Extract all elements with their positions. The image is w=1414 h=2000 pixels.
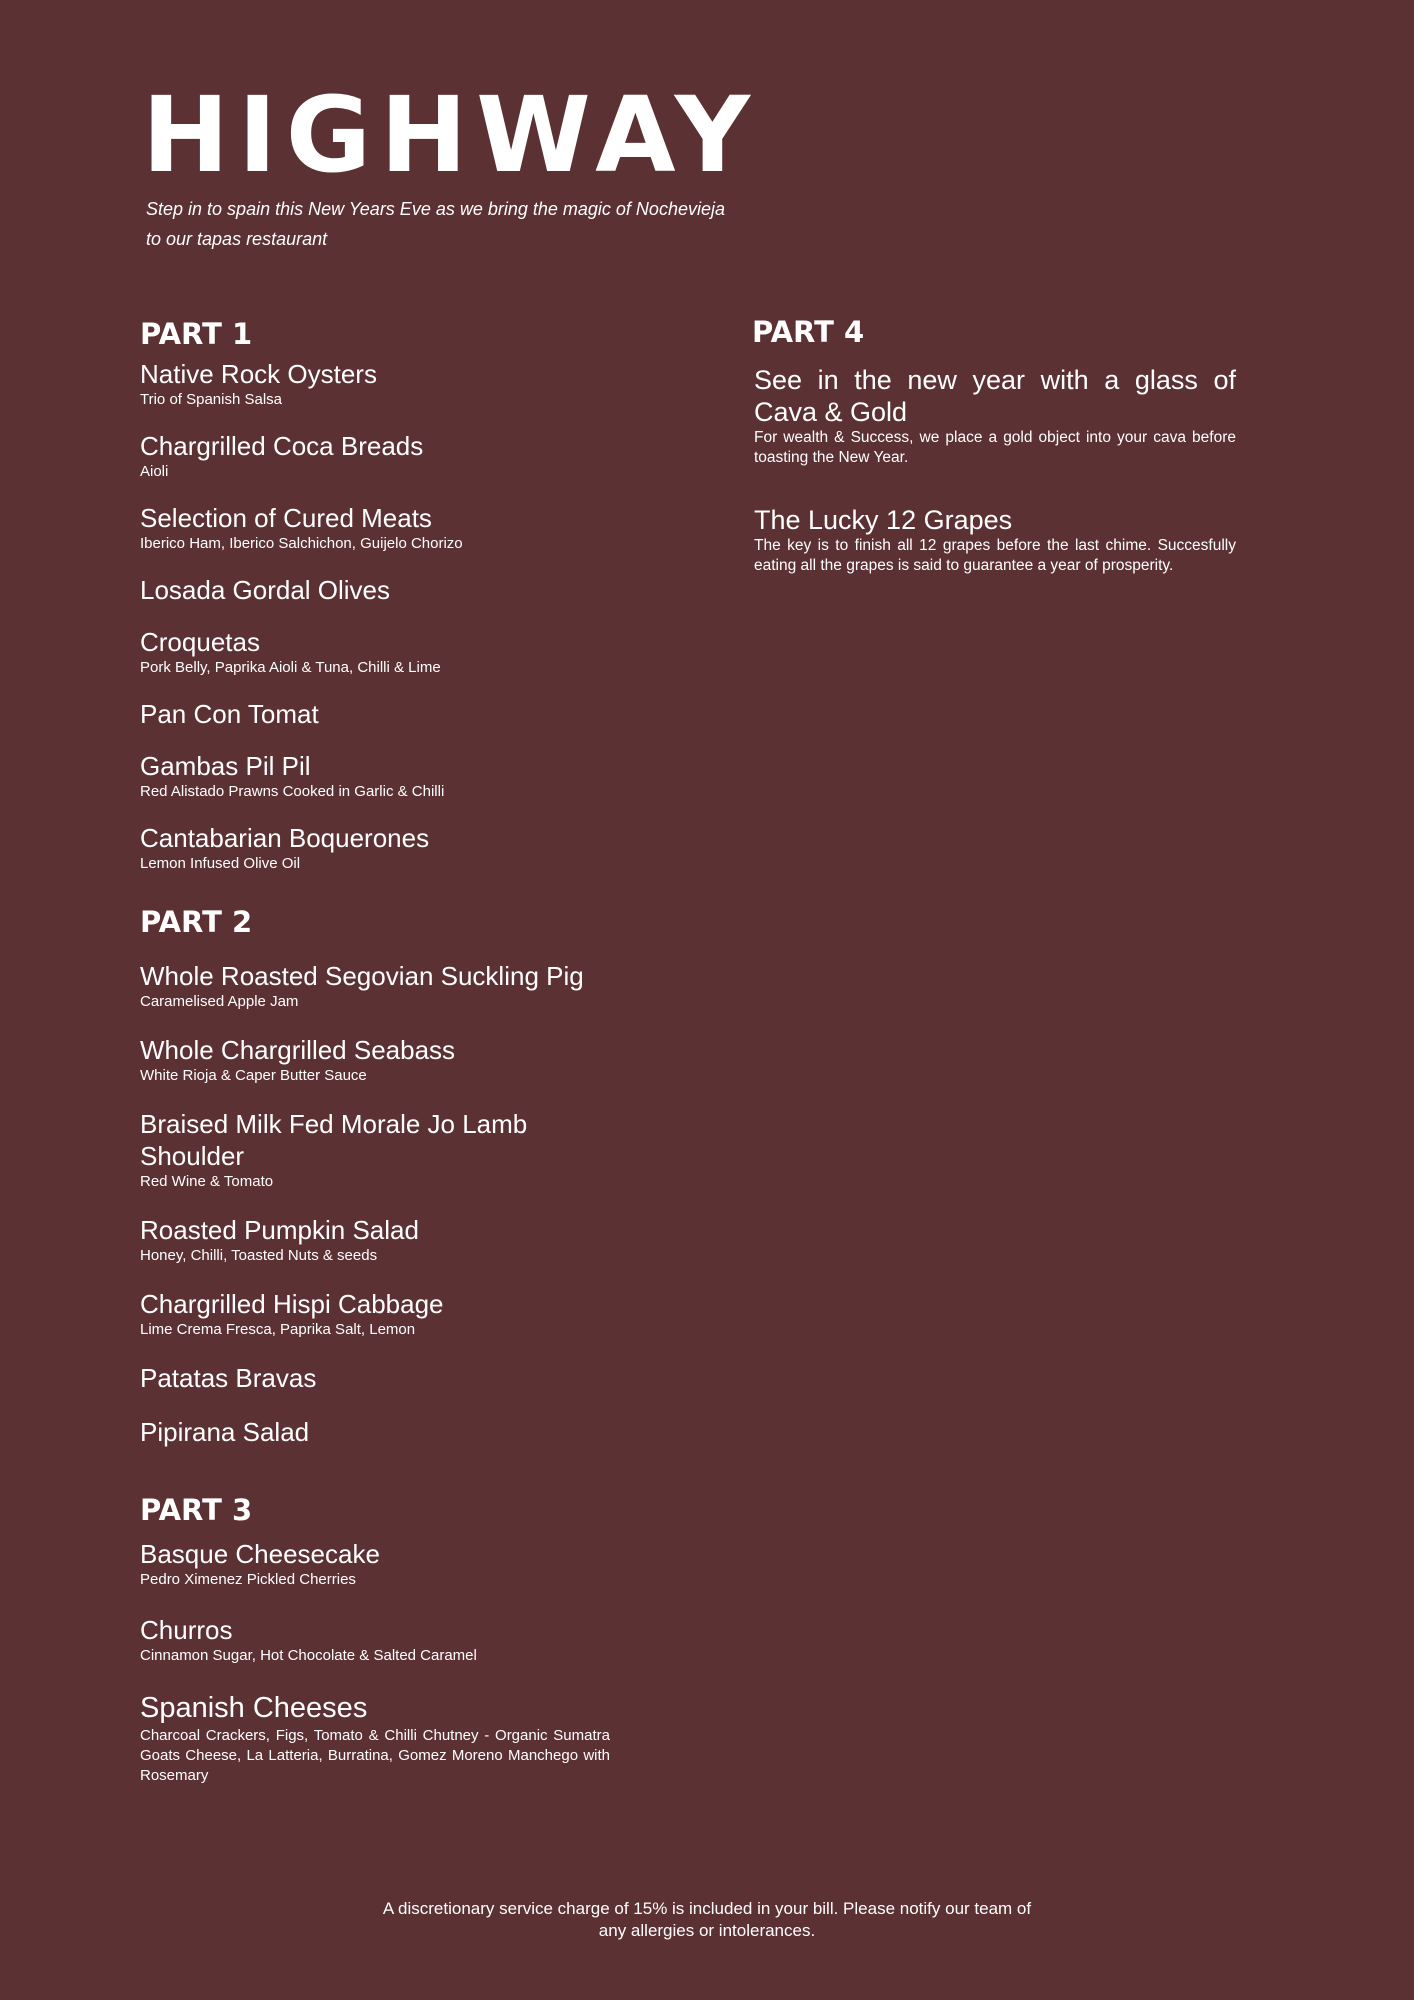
menu-item <box>140 502 610 554</box>
menu-item <box>140 574 610 606</box>
menu-item <box>140 626 610 678</box>
menu-item-name: Pan Con Tomat <box>140 699 319 729</box>
menu-item-description: Lemon Infused Olive Oil <box>140 855 301 872</box>
menu-item <box>140 1034 610 1086</box>
part-3-section <box>140 1492 610 1786</box>
footer-line-1: A discretionary service charge of 15% is included in your bill. Please notify our team of <box>382 1899 1032 1918</box>
menu-item-description: Red Wine & Tomato <box>140 1173 274 1190</box>
restaurant-title: HIGHWAY <box>142 74 760 196</box>
part-2-section <box>140 904 610 1448</box>
menu-item-name: Cantabarian Boquerones <box>140 823 430 853</box>
menu-item <box>140 1362 610 1394</box>
menu-item-description: For wealth & Success, we place a gold object into your cava before toasting the New Year. <box>754 429 1236 466</box>
menu-item-name: Gambas Pil Pil <box>140 751 311 781</box>
menu-item-description: Charcoal Crackers, Figs, Tomato & Chilli Chutney - Organic Sumatra Goats Cheese, La Latteria, Burratina, Gomez Moreno Manchego with Rosemary <box>140 1727 610 1784</box>
right-column <box>754 314 1236 576</box>
menu-item <box>140 822 610 874</box>
tagline-line-2: to our tapas restaurant <box>146 229 328 249</box>
menu-item-name: Losada Gordal Olives <box>140 575 391 605</box>
menu-item-description: Red Alistado Prawns Cooked in Garlic & Chilli <box>140 783 445 800</box>
menu-item <box>140 1108 610 1192</box>
menu-item-description: Trio of Spanish Salsa <box>140 391 283 408</box>
menu-item-name: Selection of Cured Meats <box>140 503 432 533</box>
menu-item <box>140 1288 610 1340</box>
menu-item-name: Churros <box>140 1615 233 1645</box>
menu-item-name: Native Rock Oysters <box>140 359 377 389</box>
menu-item <box>140 430 610 482</box>
menu-item-description: Lime Crema Fresca, Paprika Salt, Lemon <box>140 1321 416 1338</box>
menu-item-name: Braised Milk Fed Morale Jo Lamb Shoulder <box>140 1109 528 1171</box>
menu-item <box>140 1690 610 1786</box>
menu-item-description: Aioli <box>140 463 169 480</box>
menu-item-description: Pedro Ximenez Pickled Cherries <box>140 1571 356 1588</box>
part-2-heading: PART 2 <box>140 905 253 939</box>
menu-item-name: Roasted Pumpkin Salad <box>140 1215 419 1245</box>
menu-item <box>140 960 610 1012</box>
menu-item <box>754 364 1236 468</box>
menu-item <box>140 1614 610 1666</box>
menu-item-description: Cinnamon Sugar, Hot Chocolate & Salted Caramel <box>140 1647 477 1664</box>
menu-item-name: See in the new year with a glass of Cava & Gold <box>754 365 1236 427</box>
menu-item-name: Chargrilled Hispi Cabbage <box>140 1289 444 1319</box>
footer-line-2: any allergies or intolerances. <box>598 1921 816 1940</box>
menu-item-name: Pipirana Salad <box>140 1417 310 1447</box>
service-charge-note <box>357 1898 1057 1942</box>
menu-item-name: Chargrilled Coca Breads <box>140 431 424 461</box>
tagline <box>146 194 746 254</box>
part-1-section <box>140 316 610 874</box>
menu-item-description: The key is to finish all 12 grapes before the last chime. Succesfully eating all the grapes is said to guarantee a year of prosperity. <box>754 537 1236 574</box>
menu-item-name: Croquetas <box>140 627 260 657</box>
menu-item <box>140 358 610 410</box>
part-1-heading: PART 1 <box>140 317 253 351</box>
menu-item-description: Honey, Chilli, Toasted Nuts & seeds <box>140 1247 378 1264</box>
menu-item <box>140 1538 610 1590</box>
menu-item <box>754 504 1236 576</box>
menu-item <box>140 1416 610 1448</box>
menu-item-name: Spanish Cheeses <box>140 1692 368 1724</box>
menu-item-description: Iberico Ham, Iberico Salchichon, Guijelo Chorizo <box>140 535 463 552</box>
part-3-heading: PART 3 <box>140 1493 253 1527</box>
menu-item-name: Whole Chargrilled Seabass <box>140 1035 456 1065</box>
menu-item <box>140 1214 610 1266</box>
menu-item-description: Caramelised Apple Jam <box>140 993 299 1010</box>
tagline-line-1: Step in to spain this New Years Eve as we bring the magic of Nochevieja <box>146 199 725 219</box>
menu-item-name: The Lucky 12 Grapes <box>754 505 1013 535</box>
menu-item-description: Pork Belly, Paprika Aioli & Tuna, Chilli & Lime <box>140 659 441 676</box>
menu-item-name: Basque Cheesecake <box>140 1539 380 1569</box>
part-4-section <box>754 314 1236 576</box>
menu-item-description: White Rioja & Caper Butter Sauce <box>140 1067 367 1084</box>
part-4-heading: PART 4 <box>752 315 865 349</box>
menu-item <box>140 750 610 802</box>
menu-item-name: Whole Roasted Segovian Suckling Pig <box>140 961 584 991</box>
menu-item-name: Patatas Bravas <box>140 1363 317 1393</box>
menu-item <box>140 698 610 730</box>
left-column <box>140 316 610 1786</box>
